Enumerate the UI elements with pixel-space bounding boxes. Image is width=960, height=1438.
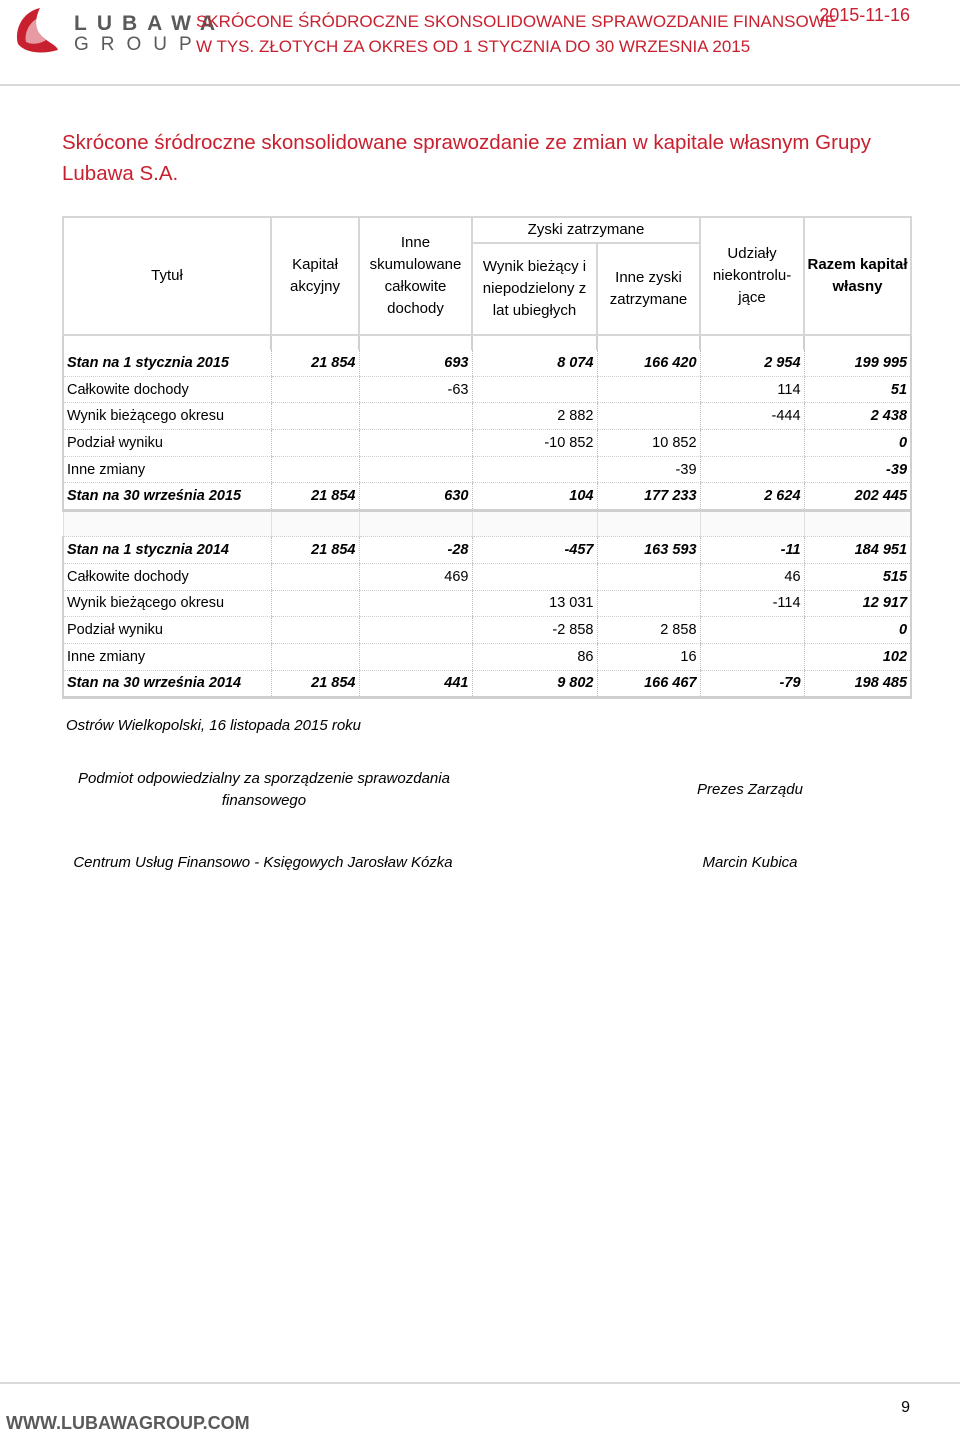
table-row (63, 563, 911, 590)
cell-total: 2 438 (804, 403, 911, 430)
cell-total: 515 (804, 563, 911, 590)
cell-current-result: 104 (472, 483, 597, 511)
cell-non-controlling (700, 643, 804, 670)
header-non-controlling: Udziały niekontrolu-jące (700, 217, 804, 335)
cell-total: 184 951 (804, 537, 911, 564)
cell-current-result: 86 (472, 643, 597, 670)
lubawa-logo-icon (12, 4, 60, 56)
row-label: Inne zmiany (63, 456, 271, 483)
header-title-line1: SKRÓCONE ŚRÓDROCZNE SKONSOLIDOWANE SPRAWOZDANIE FINANSOWE (196, 12, 837, 31)
table-row (63, 403, 911, 430)
header-current-result: Wynik bieżący i niepodzielony z lat ubiegłych (472, 243, 597, 335)
cell-other-comprehensive: 630 (359, 483, 472, 511)
header-other-comprehensive: Inne skumulowane całkowite dochody (359, 217, 472, 335)
cell-other-comprehensive: 441 (359, 670, 472, 698)
table-row (63, 350, 911, 376)
table-row (63, 617, 911, 644)
cell-non-controlling: -79 (700, 670, 804, 698)
row-label: Stan na 1 stycznia 2014 (63, 537, 271, 564)
table-row (63, 430, 911, 457)
cell-current-result (472, 456, 597, 483)
cell-share-capital: 21 854 (271, 537, 359, 564)
cell-current-result: 8 074 (472, 350, 597, 376)
equity-changes-table-wrapper (62, 216, 910, 699)
cell-current-result: -457 (472, 537, 597, 564)
cell-non-controlling (700, 456, 804, 483)
cell-other-retained (597, 376, 700, 403)
header-title: Tytuł (63, 217, 271, 335)
table-row (63, 590, 911, 617)
cell-other-retained (597, 563, 700, 590)
cell-share-capital: 21 854 (271, 483, 359, 511)
cell-non-controlling (700, 617, 804, 644)
cell-total: 0 (804, 617, 911, 644)
header-retained-earnings-group: Zyski zatrzymane (472, 217, 700, 243)
signature-left-name: Centrum Usług Finansowo - Księgowych Jarosław Kózka (73, 854, 453, 871)
cell-non-controlling (700, 430, 804, 457)
page-header (0, 0, 960, 90)
cell-non-controlling: 2 624 (700, 483, 804, 511)
equity-changes-table (62, 216, 912, 699)
cell-other-retained: 166 420 (597, 350, 700, 376)
cell-total: 12 917 (804, 590, 911, 617)
cell-non-controlling: 46 (700, 563, 804, 590)
cell-other-comprehensive: 469 (359, 563, 472, 590)
cell-share-capital (271, 563, 359, 590)
cell-share-capital (271, 430, 359, 457)
signature-right-role: Prezes Zarządu (697, 781, 803, 798)
cell-other-retained: -39 (597, 456, 700, 483)
cell-current-result (472, 563, 597, 590)
header-other-retained: Inne zyski zatrzymane (597, 243, 700, 335)
cell-other-retained: 166 467 (597, 670, 700, 698)
row-label: Wynik bieżącego okresu (63, 403, 271, 430)
row-label: Wynik bieżącego okresu (63, 590, 271, 617)
cell-other-comprehensive (359, 617, 472, 644)
cell-current-result: 9 802 (472, 670, 597, 698)
table-row (63, 643, 911, 670)
cell-non-controlling: 114 (700, 376, 804, 403)
row-label: Inne zmiany (63, 643, 271, 670)
cell-other-retained: 16 (597, 643, 700, 670)
table-spacer (63, 335, 911, 350)
cell-other-comprehensive (359, 590, 472, 617)
cell-other-comprehensive (359, 643, 472, 670)
signature-left-role: Podmiot odpowiedzialny za sporządzenie sprawozdania finansowego (78, 770, 450, 809)
cell-other-retained (597, 590, 700, 617)
table-period-separator (63, 511, 911, 537)
cell-other-comprehensive (359, 430, 472, 457)
table-row (63, 670, 911, 698)
cell-other-retained: 2 858 (597, 617, 700, 644)
table-row (63, 456, 911, 483)
logo-wordmark-top: LUBAWA (74, 12, 225, 35)
cell-other-retained: 177 233 (597, 483, 700, 511)
cell-other-comprehensive: 693 (359, 350, 472, 376)
cell-total: -39 (804, 456, 911, 483)
header-total-equity: Razem kapitał własny (804, 217, 911, 335)
table-row (63, 537, 911, 564)
cell-share-capital (271, 456, 359, 483)
cell-non-controlling: -11 (700, 537, 804, 564)
cell-other-retained: 163 593 (597, 537, 700, 564)
logo-wordmark-bottom: GROUP (74, 34, 204, 55)
cell-share-capital: 21 854 (271, 670, 359, 698)
header-share-capital: Kapitał akcyjny (271, 217, 359, 335)
footer-website-link[interactable]: WWW.LUBAWAGROUP.COM (6, 1413, 250, 1433)
row-label: Podział wyniku (63, 617, 271, 644)
cell-share-capital (271, 643, 359, 670)
row-label: Stan na 1 stycznia 2015 (63, 350, 271, 376)
cell-non-controlling: 2 954 (700, 350, 804, 376)
row-label: Całkowite dochody (63, 376, 271, 403)
cell-share-capital (271, 617, 359, 644)
cell-other-comprehensive (359, 403, 472, 430)
cell-non-controlling: -444 (700, 403, 804, 430)
cell-total: 51 (804, 376, 911, 403)
cell-total: 199 995 (804, 350, 911, 376)
cell-share-capital: 21 854 (271, 350, 359, 376)
cell-total: 198 485 (804, 670, 911, 698)
signature-right-name: Marcin Kubica (702, 854, 798, 871)
cell-current-result (472, 376, 597, 403)
cell-other-comprehensive: -63 (359, 376, 472, 403)
cell-other-retained (597, 403, 700, 430)
row-label: Stan na 30 września 2015 (63, 483, 271, 511)
cell-other-retained: 10 852 (597, 430, 700, 457)
page-number: 9 (901, 1399, 910, 1416)
cell-share-capital (271, 376, 359, 403)
header-title-line2: W TYS. ZŁOTYCH ZA OKRES OD 1 STYCZNIA DO 30 WRZESNIA 2015 (196, 37, 751, 56)
row-label: Stan na 30 września 2014 (63, 670, 271, 698)
cell-total: 0 (804, 430, 911, 457)
place-and-date: Ostrów Wielkopolski, 16 listopada 2015 roku (66, 717, 362, 734)
cell-share-capital (271, 590, 359, 617)
document-title: Skrócone śródroczne skonsolidowane sprawozdanie ze zmian w kapitale własnym Grupy Lubawa S.A. (62, 131, 871, 185)
cell-non-controlling: -114 (700, 590, 804, 617)
footer-divider (0, 1382, 960, 1384)
table-row (63, 376, 911, 403)
row-label: Całkowite dochody (63, 563, 271, 590)
cell-total: 102 (804, 643, 911, 670)
cell-current-result: -2 858 (472, 617, 597, 644)
cell-other-comprehensive: -28 (359, 537, 472, 564)
table-row (63, 483, 911, 511)
header-date: 2015-11-16 (819, 5, 910, 25)
header-divider (0, 84, 960, 86)
cell-current-result: 2 882 (472, 403, 597, 430)
cell-share-capital (271, 403, 359, 430)
cell-current-result: 13 031 (472, 590, 597, 617)
cell-total: 202 445 (804, 483, 911, 511)
row-label: Podział wyniku (63, 430, 271, 457)
cell-current-result: -10 852 (472, 430, 597, 457)
cell-other-comprehensive (359, 456, 472, 483)
